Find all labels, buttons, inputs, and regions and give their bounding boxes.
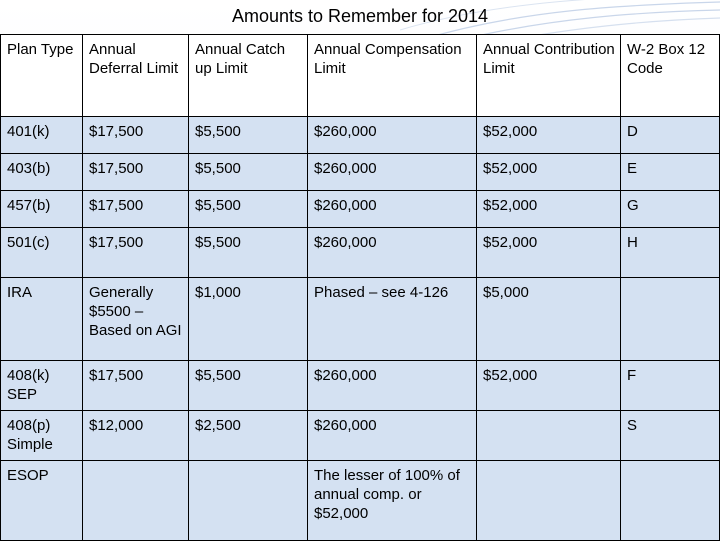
limits-table [0,34,720,541]
table-cell: G [621,191,720,228]
table-cell: 403(b) [1,154,83,191]
table-cell: $260,000 [308,411,477,461]
table-cell: 408(k) SEP [1,361,83,411]
table-cell: H [621,228,720,278]
table-cell: $17,500 [83,228,189,278]
table-cell: Phased – see 4-126 [308,278,477,361]
table-cell: $260,000 [308,117,477,154]
column-header: Plan Type [1,35,83,117]
header-row [1,35,720,117]
page-title: Amounts to Remember for 2014 [231,6,489,26]
table-cell: S [621,411,720,461]
table-cell: $52,000 [477,228,621,278]
table-cell: IRA [1,278,83,361]
table-cell: ESOP [1,461,83,541]
table-cell: 401(k) [1,117,83,154]
table-cell: $260,000 [308,154,477,191]
table-cell: $52,000 [477,191,621,228]
table-cell: $5,500 [189,154,308,191]
table-cell: $5,500 [189,361,308,411]
table-cell: $52,000 [477,361,621,411]
table-cell: Generally $5500 – Based on AGI [83,278,189,361]
table-cell: $1,000 [189,278,308,361]
table-cell [477,411,621,461]
table-cell: $17,500 [83,154,189,191]
table-cell: $17,500 [83,117,189,154]
table-row [1,411,720,461]
table-cell: $17,500 [83,191,189,228]
table-cell [83,461,189,541]
table-cell: $5,500 [189,117,308,154]
column-header: Annual Deferral Limit [83,35,189,117]
table-cell [621,278,720,361]
column-header: Annual Catch up Limit [189,35,308,117]
table-cell: $260,000 [308,191,477,228]
table-cell: 501(c) [1,228,83,278]
table-cell: $5,500 [189,191,308,228]
table-cell: The lesser of 100% of annual comp. or $52,000 [308,461,477,541]
table-cell: F [621,361,720,411]
table-row [1,461,720,541]
table-cell: $52,000 [477,117,621,154]
table-cell: D [621,117,720,154]
table-cell: $5,000 [477,278,621,361]
table-row [1,278,720,361]
column-header: Annual Compensation Limit [308,35,477,117]
table-cell: 408(p) Simple [1,411,83,461]
table-cell [477,461,621,541]
table-row [1,117,720,154]
table-row [1,154,720,191]
table-row [1,361,720,411]
table-row [1,228,720,278]
table-cell: $52,000 [477,154,621,191]
table-cell: 457(b) [1,191,83,228]
column-header: Annual Contribution Limit [477,35,621,117]
table-row [1,191,720,228]
table-cell: $12,000 [83,411,189,461]
column-header: W-2 Box 12 Code [621,35,720,117]
table-cell: $5,500 [189,228,308,278]
table-cell: $17,500 [83,361,189,411]
table-cell: $260,000 [308,228,477,278]
table-cell [189,461,308,541]
table-cell: E [621,154,720,191]
table-cell: $260,000 [308,361,477,411]
table-cell: $2,500 [189,411,308,461]
table-cell [621,461,720,541]
